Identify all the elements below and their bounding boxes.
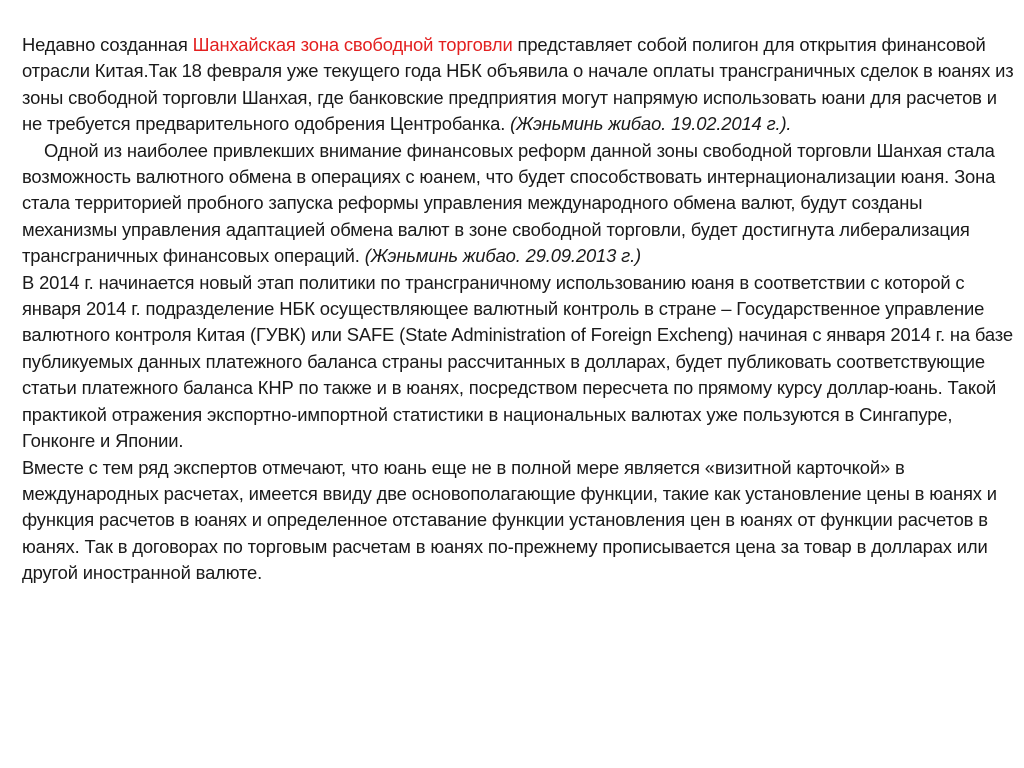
p2-citation: (Жэньминь жибао. 29.09.2013 г.) bbox=[364, 245, 641, 267]
paragraph-4 bbox=[22, 455, 1020, 587]
p1-text-before: Недавно созданная bbox=[22, 34, 193, 55]
shanghai-ftz-highlight: Шанхайская зона свободной торговли bbox=[192, 34, 513, 55]
paragraph-1 bbox=[22, 32, 1020, 138]
p4-text: Вместе с тем ряд экспертов отмечают, что юань еще не в полной мере является «визитной карточкой» в международных расчетах, имеется ввиду две основополагающие функции, такие как установление цены в юанях и функция расчетов в юанях и определенное отставание функции установления цен в юанях от функции расчетов в юанях. Так в договорах по торговым расчетам в юанях по-прежнему прописывается цена за товар в долларах или другой иностранной валюте. bbox=[22, 456, 997, 584]
p3-text: В 2014 г. начинается новый этап политики по трансграничному использованию юаня в соответствии с которой с января 2014 г. подразделение НБК осуществляющее валютный контроль в стране – Государственное управление валютного контроля Китая (ГУВК) или SAFE (State Administration of Foreign Excheng) начиная с января 2014 г. на базе публикуемых данных платежного баланса страны рассчитанных в долларах, будет публиковать соответствующие статьи платежного баланса КНР по также и в юанях, посредством пересчета по прямому курсу доллар-юань. Такой практикой отражения экспортно-импортной статистики в национальных валютах уже пользуются в Сингапуре, Гонконге и Японии. bbox=[22, 271, 1013, 452]
p1-citation: (Жэньминь жибао. 19.02.2014 г.). bbox=[510, 113, 792, 135]
paragraph-3 bbox=[22, 270, 1020, 455]
p2-text: Одной из наиболее привлекших внимание финансовых реформ данной зоны свободной торговли Шанхая стала возможность валютного обмена в операциях с юанем, что будет способствовать интернационализации юаня. Зона стала территорией пробного запуска реформы управления международного обмена валют, будут созданы механизмы управления адаптацией обмена валют в зоне свободной торговли, будет достигнута либерализация трансграничных финансовых операций. bbox=[22, 139, 996, 267]
p1-text-after: представляет собой полигон для открытия финансовой отрасли Китая.Так 18 февраля уже текущего года НБК объявила о начале оплаты трансграничных сделок в юанях из зоны свободной торговли Шанхая, где банковские предприятия могут напрямую использовать юани для расчетов и не требуется предварительного одобрения Центробанка. bbox=[22, 34, 1014, 135]
paragraph-2 bbox=[22, 138, 1020, 270]
